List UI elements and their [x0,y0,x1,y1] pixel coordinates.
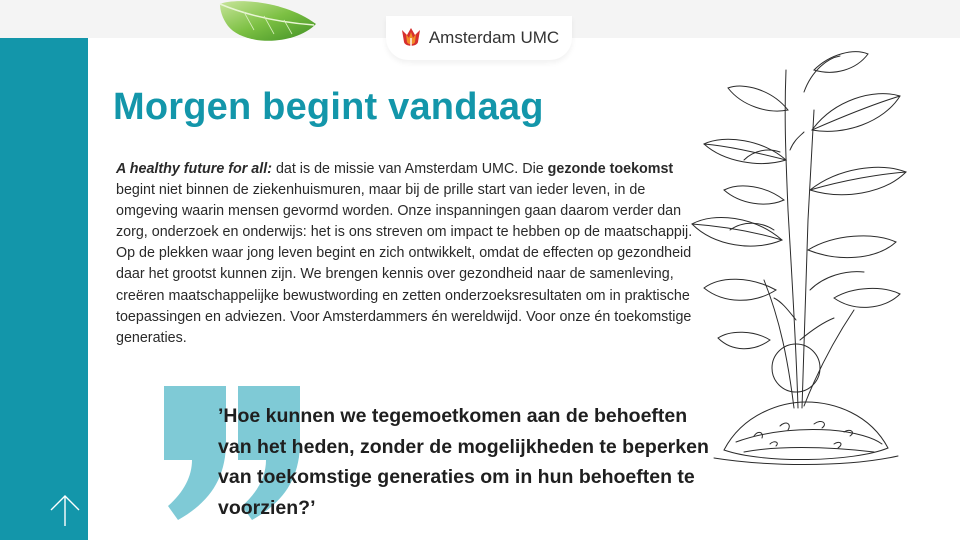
tulip-logo-icon [399,26,423,50]
logo[interactable] [386,16,572,60]
plant-sketch [684,40,924,476]
body-paragraph [116,159,696,349]
page-title: Morgen begint vandaag [113,86,544,128]
quote-text: ’Hoe kunnen we tegemoetkomen aan de behoeften van het heden, zonder de mogelijkheden te beperken van toekomstige generaties om in hun behoeften te voorzien?’ [218,405,709,519]
left-accent-bar [0,38,88,540]
logo-text: Amsterdam UMC [428,28,560,47]
up-arrow-icon[interactable] [48,492,82,528]
intro-emphasis: A healthy future for all: [116,161,272,177]
bold-phrase: gezonde toekomst [547,161,674,177]
leaf-icon [214,0,320,46]
body-text-part2: begint niet binnen de ziekenhuismuren, maar bij de prille start van ieder leven, in de omgeving waarin mensen gevormd worden. Onze inspanningen gaan daarom verder dan zorg, onderzoek en onderwijs: het is ons streven om impact te hebben op de maatschappij. Op de plekken waar jong leven begint en zich ontwikkelt, omdat de effecten op gezondheid daar het grootst kunnen zijn. We brengen kennis over gezondheid naar de samenleving, creëren maatschappelijke bewustwording en zetten onderzoeksresultaten om in praktische toepassingen en adviezen. Voor Amsterdammers én wereldwijd. Voor onze én toekomstige generaties. [116,182,693,346]
body-text-part1: dat is de missie van Amsterdam UMC. Die [271,161,548,177]
